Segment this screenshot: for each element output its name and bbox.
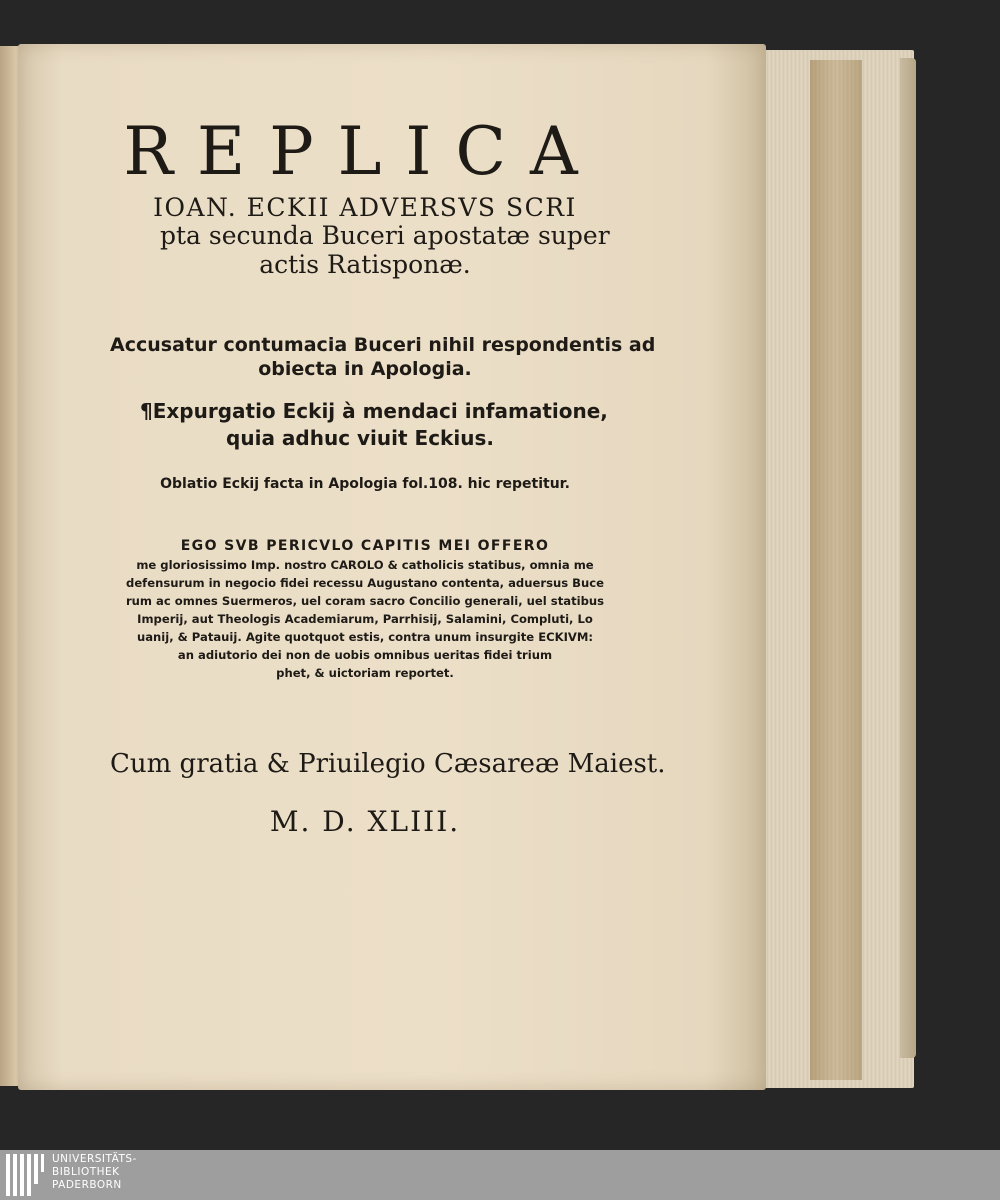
page-block-edges [752, 50, 914, 1088]
library-name-line: BIBLIOTHEK [52, 1166, 120, 1178]
paragraph-line: Imperij, aut Theologis Academiarum, Parrhisij, Salamini, Compluti, Lo [137, 612, 593, 626]
library-name [52, 1153, 137, 1192]
imprint-date: M. D. XLIII. [269, 805, 461, 838]
oblatio-line: Oblatio Eckij facta in Apologia fol.108. hic repetitur. [160, 476, 570, 492]
offer-paragraph [96, 536, 634, 682]
expurgatio-line-1: ¶Expurgatio Eckij à mendaci infamatione, [140, 399, 608, 423]
subtitle-line-3: actis Ratisponæ. [259, 250, 471, 279]
paragraph-line: defensurum in negocio fidei recessu Augustano contenta, aduersus Buce [126, 576, 604, 590]
library-name-line: UNIVERSITÄTS- [52, 1153, 137, 1165]
paragraph-line: me gloriosissimo Imp. nostro CAROLO & catholicis statibus, omnia me [136, 558, 594, 572]
paragraph-line: rum ac omnes Suermeros, uel coram sacro Concilio generali, uel statibus [125, 594, 605, 608]
privilege-line: Cum gratia & Priuilegio Cæsareæ Maiest. [110, 749, 666, 779]
library-logo-icon [6, 1154, 44, 1196]
paragraph-line: EGO SVB PERICVLO CAPITIS MEI OFFERO [180, 538, 550, 554]
paragraph-line: phet, & uictoriam reportet. [276, 666, 454, 680]
accusatur-line-1: Accusatur contumacia Buceri nihil respondentis ad [110, 334, 656, 356]
paragraph-line: an adiutorio dei non de uobis omnibus ueritas fidei trium [177, 648, 553, 662]
book-title: REPLICA [123, 113, 602, 190]
subtitle-line-2: pta secunda Buceri apostatæ super [160, 221, 610, 250]
library-footer [0, 1150, 1000, 1200]
accusatur-line-2: obiecta in Apologia. [258, 358, 472, 380]
paragraph-line: uanij, & Patauij. Agite quotquot estis, contra unum insurgite ECKIVM: [136, 630, 594, 644]
book-cover-edge [900, 58, 916, 1058]
expurgatio-line-2: quia adhuc viuit Eckius. [226, 426, 494, 450]
library-name-line: PADERBORN [52, 1179, 122, 1191]
subtitle-line-1: IOAN. ECKII ADVERSVS SCRI [153, 193, 577, 222]
